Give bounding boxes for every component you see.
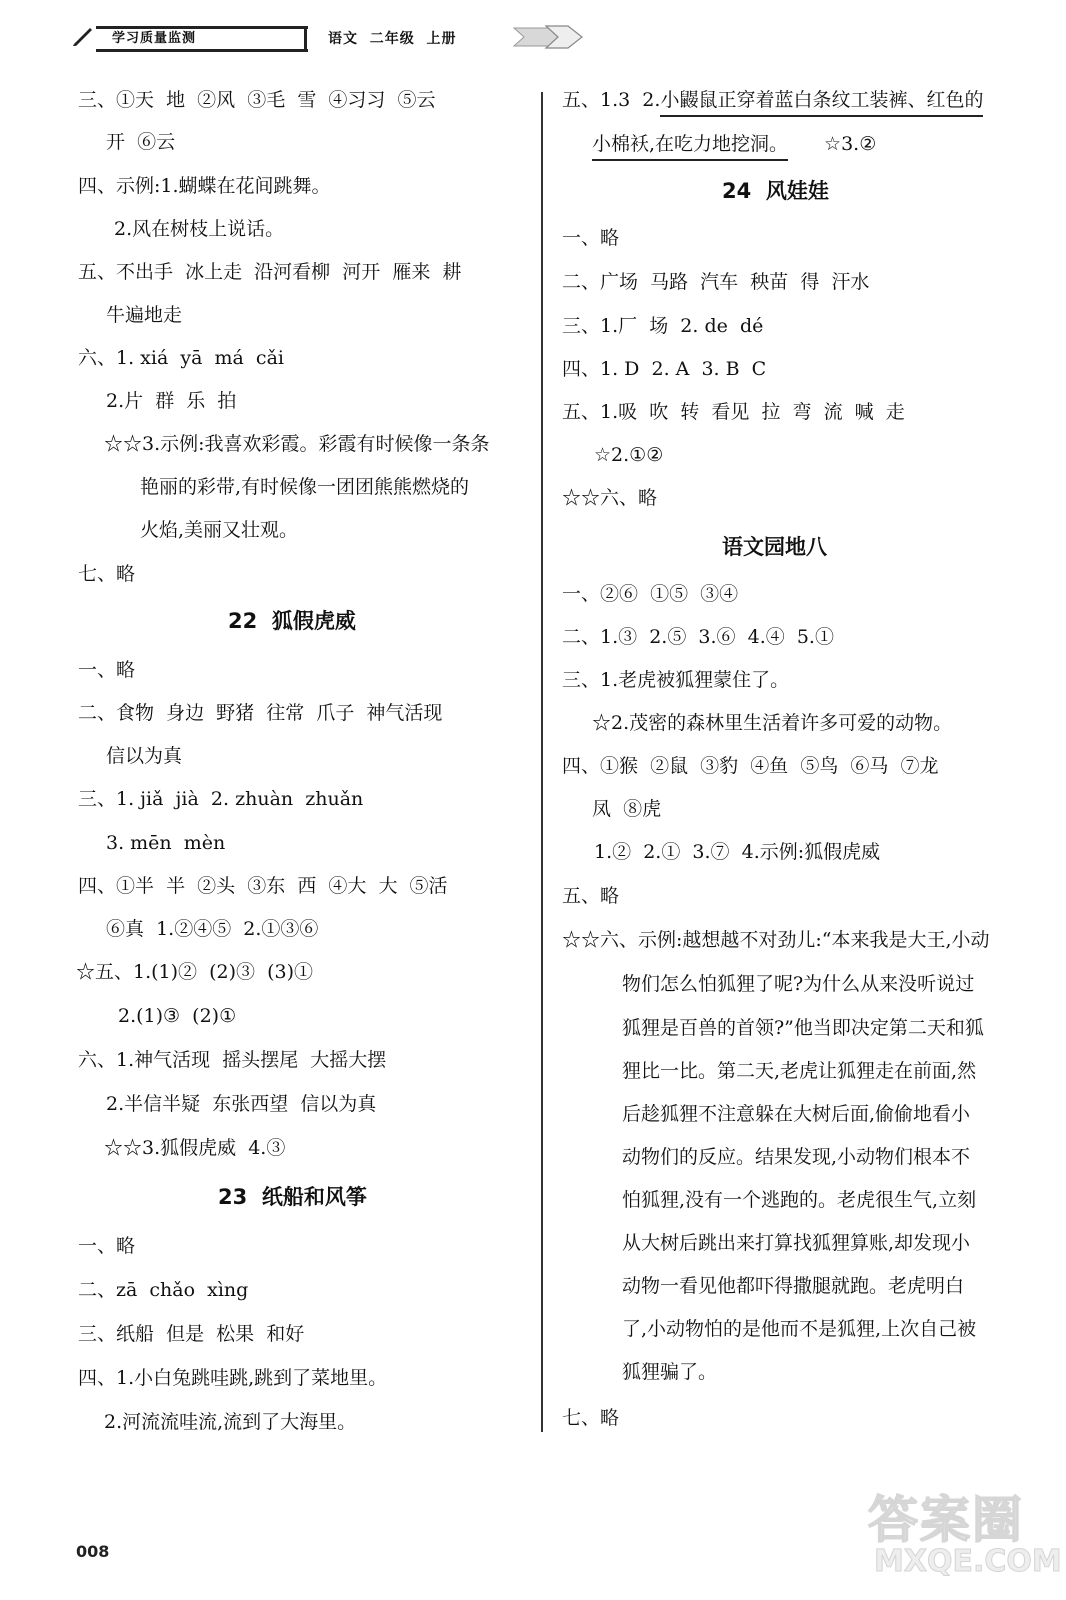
answer-line: 五、不出手 冰上走 沿河看柳 河开 雁来 耕 [78, 261, 462, 283]
answer-line: 一、略 [562, 227, 620, 249]
section-title: 23 纸船和风筝 [218, 1185, 367, 1209]
underlined-answer: 小棉袄,在吃力地挖洞。 [592, 133, 788, 161]
answer-line: 四、①半 半 ②头 ③东 西 ④大 大 ⑤活 [78, 875, 448, 897]
answer-line: 2.风在树枝上说话。 [114, 218, 285, 240]
watermark [868, 1480, 1062, 1592]
answer-line: 2.片 群 乐 拍 [106, 390, 237, 412]
answer-line: 一、略 [78, 1235, 136, 1257]
answer-line: 狸比一比。第二天,老虎让狐狸走在前面,然 [622, 1060, 977, 1082]
answer-line: 了,小动物怕的是他而不是狐狸,上次自己被 [622, 1318, 977, 1340]
answer-line: 二、广场 马路 汽车 秧苗 得 汗水 [562, 271, 870, 293]
answer-line: 四、1. D 2. A 3. B C [562, 358, 767, 380]
answer-line: 2.半信半疑 东张西望 信以为真 [106, 1093, 377, 1115]
answer-line: 物们怎么怕狐狸了呢?为什么从来没听说过 [622, 973, 975, 995]
answer-line: 从大树后跳出来打算找狐狸算账,却发现小 [622, 1232, 971, 1254]
answer-line: 牛遍地走 [106, 304, 183, 326]
answer-line: 2.(1)③ (2)① [118, 1005, 237, 1027]
subject-grade-label: 语文 二年级 上册 [328, 31, 457, 47]
answer-line: 火焰,美丽又壮观。 [140, 519, 299, 541]
answer-line: 四、示例:1.蝴蝶在花间跳舞。 [78, 175, 331, 197]
column-divider [541, 92, 543, 1432]
underlined-answer: 小鼹鼠正穿着蓝白条纹工装裤、红色的 [660, 89, 983, 117]
answer-suffix: ☆3.② [824, 133, 877, 155]
answer-line: 后趁狐狸不注意躲在大树后面,偷偷地看小 [622, 1103, 971, 1125]
answer-line: ☆2.茂密的森林里生活着许多可爱的动物。 [592, 712, 953, 734]
answer-line: 五、1.吸 吹 转 看见 拉 弯 流 喊 走 [562, 401, 905, 423]
series-brand-label: 学习质量监测 [96, 26, 308, 52]
answer-line: ☆☆3.狐假虎威 4.③ [104, 1137, 286, 1159]
answer-line: 3. mēn mèn [106, 832, 226, 854]
answer-line: ☆2.①② [594, 444, 664, 466]
answer-line: 三、纸船 但是 松果 和好 [78, 1323, 305, 1345]
section-title: 22 狐假虎威 [228, 609, 356, 633]
answer-line: 狐狸是百兽的首领?”他当即决定第二天和狐 [622, 1017, 984, 1039]
answer-line: 狐狸骗了。 [622, 1361, 718, 1383]
answer-line: 动物一看见他都吓得撒腿就跑。老虎明白 [622, 1275, 965, 1297]
answer-line: 二、食物 身边 野猪 往常 爪子 神气活现 [78, 702, 443, 724]
answer-line: 凤 ⑧虎 [592, 798, 662, 820]
double-chevron-icon [512, 22, 592, 52]
answer-line: 三、1.老虎被狐狸蒙住了。 [562, 669, 790, 691]
answer-prefix: 五、1.3 2. [562, 89, 661, 111]
answer-line: 二、1.③ 2.⑤ 3.⑥ 4.④ 5.① [562, 626, 834, 648]
answer-line: 七、略 [562, 1407, 620, 1429]
answer-line: 六、1.神气活现 摇头摆尾 大摇大摆 [78, 1049, 387, 1071]
answer-line: 2.河流流哇流,流到了大海里。 [104, 1411, 357, 1433]
answer-line: 四、①猴 ②鼠 ③豹 ④鱼 ⑤鸟 ⑥马 ⑦龙 [562, 755, 939, 777]
answer-line: 一、略 [78, 659, 136, 681]
answer-line: 三、1.厂 场 2. de dé [562, 315, 764, 337]
section-title: 语文园地八 [722, 535, 827, 559]
section-title: 24 风娃娃 [722, 179, 829, 203]
answer-line: ☆☆3.示例:我喜欢彩霞。彩霞有时候像一条条 [104, 433, 490, 455]
answer-line: 开 ⑥云 [106, 131, 176, 153]
answer-line: ⑥真 1.②④⑤ 2.①③⑥ [106, 918, 319, 940]
answer-line: 七、略 [78, 563, 136, 585]
answer-line: 四、1.小白兔跳哇跳,跳到了菜地里。 [78, 1367, 388, 1389]
answer-line [562, 86, 983, 114]
answer-line: 信以为真 [106, 745, 183, 767]
answer-line: 五、略 [562, 885, 620, 907]
answer-line: 怕狐狸,没有一个逃跑的。老虎很生气,立刻 [622, 1189, 977, 1211]
answer-line: ☆☆六、略 [562, 487, 658, 509]
answer-line: 三、①天 地 ②风 ③毛 雪 ④习习 ⑤云 [78, 89, 436, 111]
answer-line: 一、②⑥ ①⑤ ③④ [562, 583, 739, 605]
answer-line: 三、1. jiǎ jià 2. zhuàn zhuǎn [78, 788, 364, 810]
answer-line: 六、1. xiá yā má cǎi [78, 347, 284, 369]
pen-icon [72, 24, 94, 46]
watermark-logo: 答案圈 [868, 1491, 1024, 1549]
answer-line: 动物们的反应。结果发现,小动物们根本不 [622, 1146, 971, 1168]
watermark-text: MXQE.COM [874, 1544, 1062, 1579]
answer-line: 二、zā chǎo xìng [78, 1279, 249, 1301]
answer-line: ☆五、1.(1)② (2)③ (3)① [76, 961, 314, 983]
answer-line: ☆☆六、示例:越想越不对劲儿:“本来我是大王,小动 [562, 929, 990, 951]
page-number: 008 [76, 1542, 110, 1561]
answer-line: 艳丽的彩带,有时候像一团团熊熊燃烧的 [140, 476, 470, 498]
page-header [72, 18, 532, 52]
answer-line [592, 130, 876, 158]
answer-line: 1.② 2.① 3.⑦ 4.示例:狐假虎威 [594, 841, 881, 863]
brand-end-bar [304, 28, 307, 50]
